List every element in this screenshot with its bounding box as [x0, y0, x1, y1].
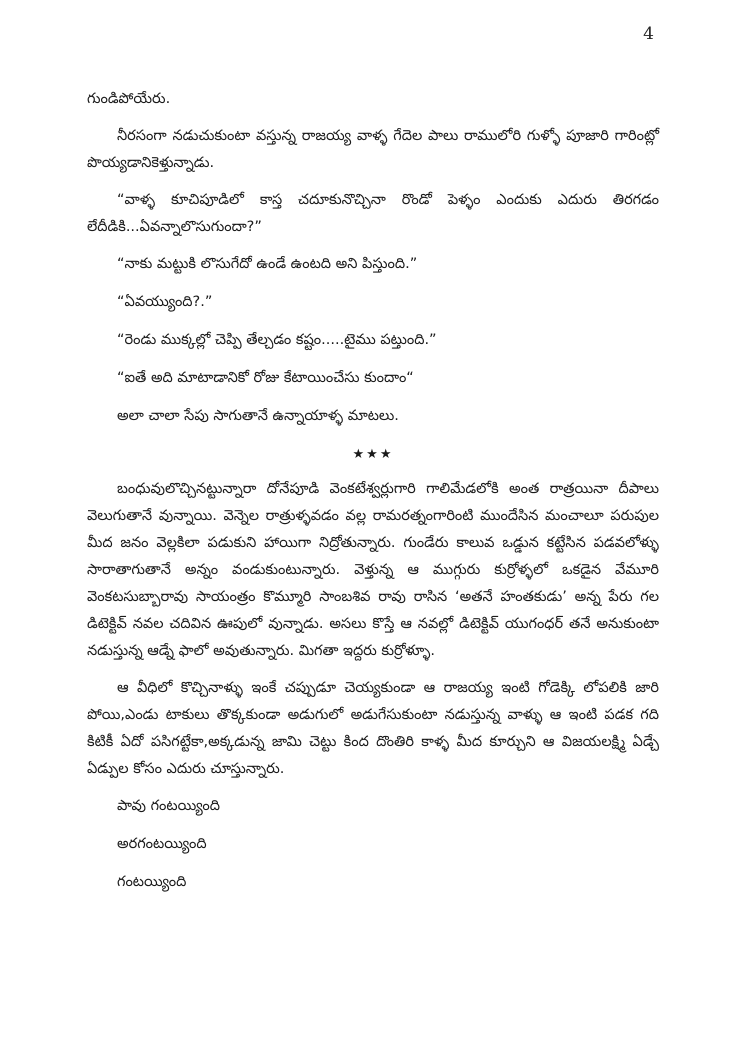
paragraph-3: “వాళ్ళ కూచిపూడిలో కాస్త చదూకునొచ్చినా రొండో పెళ్ళం ఎందుకు ఎదురు తిరగడం లేదీడికి...ఏవన్నాలొసుగుందా?”: [87, 192, 659, 235]
paragraph-8: అలా చాలా సేపు సాగుతానే ఉన్నాయాళ్ళ మాటలు.: [117, 408, 399, 424]
paragraph-13: గంటయ్యింది: [117, 874, 187, 890]
paragraph-6: “రెండు ముక్కల్లో చెప్పి తేల్చడం కష్టం.....టైము పట్తుంది.”: [117, 332, 437, 348]
paragraph-12: అరగంటయ్యింది: [117, 836, 207, 852]
section-separator: ★★★: [352, 447, 394, 462]
page-number: 4: [643, 24, 654, 44]
paragraph-4: “నాకు మట్టుకి లొసుగేదో ఉండే ఉంటది అని పిస్తుంది.”: [117, 256, 418, 272]
paragraph-9: బంధువులొచ్చినట్టున్నారా దోనేపూడి వెంకటేశ్వర్లుగారి గాలిమేడలోకి అంత రాత్రయినా దీపాలు వెలుగుతానే వున్నాయి. వెన్నెల రాత్రుళ్ళవడం వల్ల రామరత్నంగారింటి ముందేసిన మంచాలూ పరుపుల మీద జనం వెల్లకిలా పడుకుని హాయిగా నిద్రోతున్నారు. గుండేరు కాలువ ఒడ్డున కట్టేసిన పడవలోళ్ళు సారాతాగుతానే అన్నం వండుకుంటున్నారు. వెళ్తున్న ఆ ముగ్గురు కుర్రోళ్ళలో ఒకడైన వేమూరి వెంకటసుబ్బారావు సాయంత్రం కొమ్మూరి సాంబశివ రావు రాసిన ‘అతనే హంతకుడు’ అన్న పేరు గల డిటెక్టివ్ నవల చదివిన ఊపులో వున్నాడు. అసలు కొస్తే ఆ నవల్లో డిటెక్టివ్ యుగంధర్ తనే అనుకుంటా నడుస్తున్న ఆడ్నే ఫాలో అవుతున్నారు. మిగతా ఇద్దరు కుర్రోళ్ళూ.: [87, 481, 659, 659]
paragraph-1: గుండిపోయేరు.: [87, 91, 171, 107]
paragraph-5: “ఏవయ్యుంది?.”: [117, 294, 213, 310]
paragraph-7: “ఐతే అది మాటాడానికో రోజు కేటాయించేసు కుందాం“: [117, 370, 414, 386]
paragraph-2: నీరసంగా నడుచుకుంటా వస్తున్న రాజయ్య వాళ్ళ గేదెల పాలు రాములోరి గుళ్ళో పూజారి గారింట్లో పొయ్యడానికెళ్తున్నాడు.: [87, 128, 659, 171]
body-text: [87, 86, 659, 907]
paragraph-11: పావు గంటయ్యింది: [117, 798, 220, 814]
paragraph-10: ఆ వీధిలో కొచ్చినాళ్ళు ఇంకే చప్పుడూ చెయ్యకుండా ఆ రాజయ్య ఇంటి గోడెక్కి లోపలికి జారి పోయి,ఎండు టాకులు తొక్కకుండా అడుగులో అడుగేసుకుంటా నడుస్తున్న వాళ్ళు ఆ ఇంటి పడక గది కిటికీ ఏదో పసిగట్టేకా,అక్కడున్న జామి చెట్టు కింద దొంతిరి కాళ్ళ మీద కూర్చుని ఆ విజయలక్ష్మి ఏడ్చే ఏడ్పుల కోసం ఎదురు చూస్తున్నారు.: [87, 680, 659, 777]
